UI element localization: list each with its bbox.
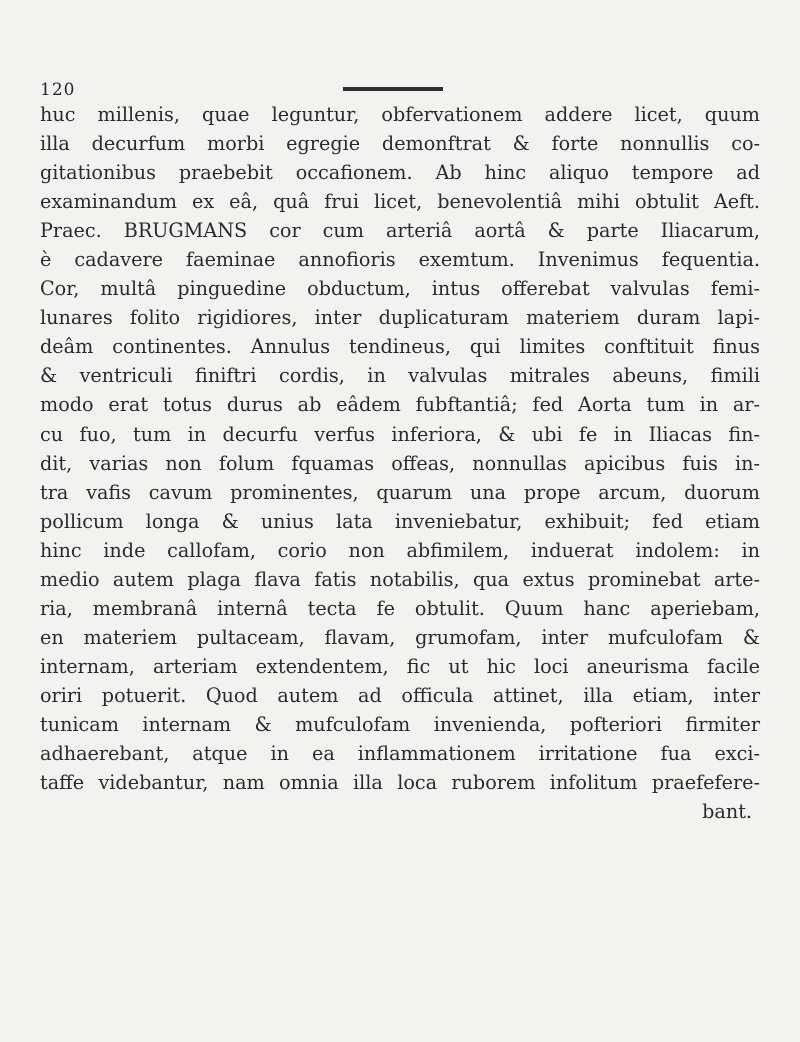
text-line: modo erat totus durus ab eâdem fubftantiâ; fed Aorta tum in ar- — [40, 393, 760, 417]
text-line: internam, arteriam extendentem, fic ut hic loci aneurisma facile — [40, 654, 760, 678]
text-line: en materiem pultaceam, flavam, grumofam, inter mufculofam & — [40, 625, 760, 649]
text-line: hinc inde callofam, corio non abfimilem, induerat indolem: in — [40, 538, 760, 562]
text-line: gitationibus praebebit occafionem. Ab hinc aliquo tempore ad — [40, 161, 760, 185]
text-line: Cor, multâ pinguedine obductum, intus offerebat valvulas femi- — [40, 277, 760, 301]
text-line: dit, varias non folum fquamas offeas, nonnullas apicibus fuis in- — [40, 451, 760, 475]
text-line: oriri potuerit. Quod autem ad officula attinet, illa etiam, inter — [40, 683, 760, 707]
text-line: huc millenis, quae leguntur, obfervationem addere licet, quum — [40, 103, 760, 126]
text-line: tunicam internam & mufculofam invenienda, pofteriori firmiter — [40, 712, 760, 736]
text-line: lunares folito rigidiores, inter duplicaturam materiem duram lapi- — [40, 306, 760, 330]
text-line-last: bant. — [702, 800, 752, 824]
text-line: & ventriculi finiftri cordis, in valvulas mitrales abeuns, fimili — [40, 364, 760, 388]
text-line: pollicum longa & unius lata inveniebatur, exhibuit; fed etiam — [40, 509, 760, 533]
text-line: cu fuo, tum in decurfu verfus inferiora, & ubi fe in Iliacas fin- — [40, 422, 760, 446]
text-line: examinandum ex eâ, quâ frui licet, benevolentiâ mihi obtulit Aeft. — [40, 190, 760, 214]
text-line: taffe videbantur, nam omnia illa loca ruborem infolitum praefefere- — [40, 771, 760, 795]
text-line: tra vafis cavum prominentes, quarum una prope arcum, duorum — [40, 480, 760, 504]
text-line: medio autem plaga flava fatis notabilis, qua extus prominebat arte- — [40, 567, 760, 591]
page-number: 120 — [40, 80, 76, 100]
text-line: deâm continentes. Annulus tendineus, qui limites conftituit finus — [40, 335, 760, 359]
text-line: ria, membranâ internâ tecta fe obtulit. Quum hanc aperiebam, — [40, 596, 760, 620]
body-text — [40, 100, 760, 826]
text-line: adhaerebant, atque in ea inflammationem irritatione fua exci- — [40, 742, 760, 766]
text-line: è cadavere faeminae annofioris exemtum. Invenimus fequentia. — [40, 248, 760, 272]
text-line: illa decurfum morbi egregie demonftrat & forte nonnullis co- — [40, 132, 760, 156]
text-line: Praec. BRUGMANS cor cum arteriâ aortâ & parte Iliacarum, — [40, 219, 760, 243]
header-rule — [343, 87, 443, 91]
